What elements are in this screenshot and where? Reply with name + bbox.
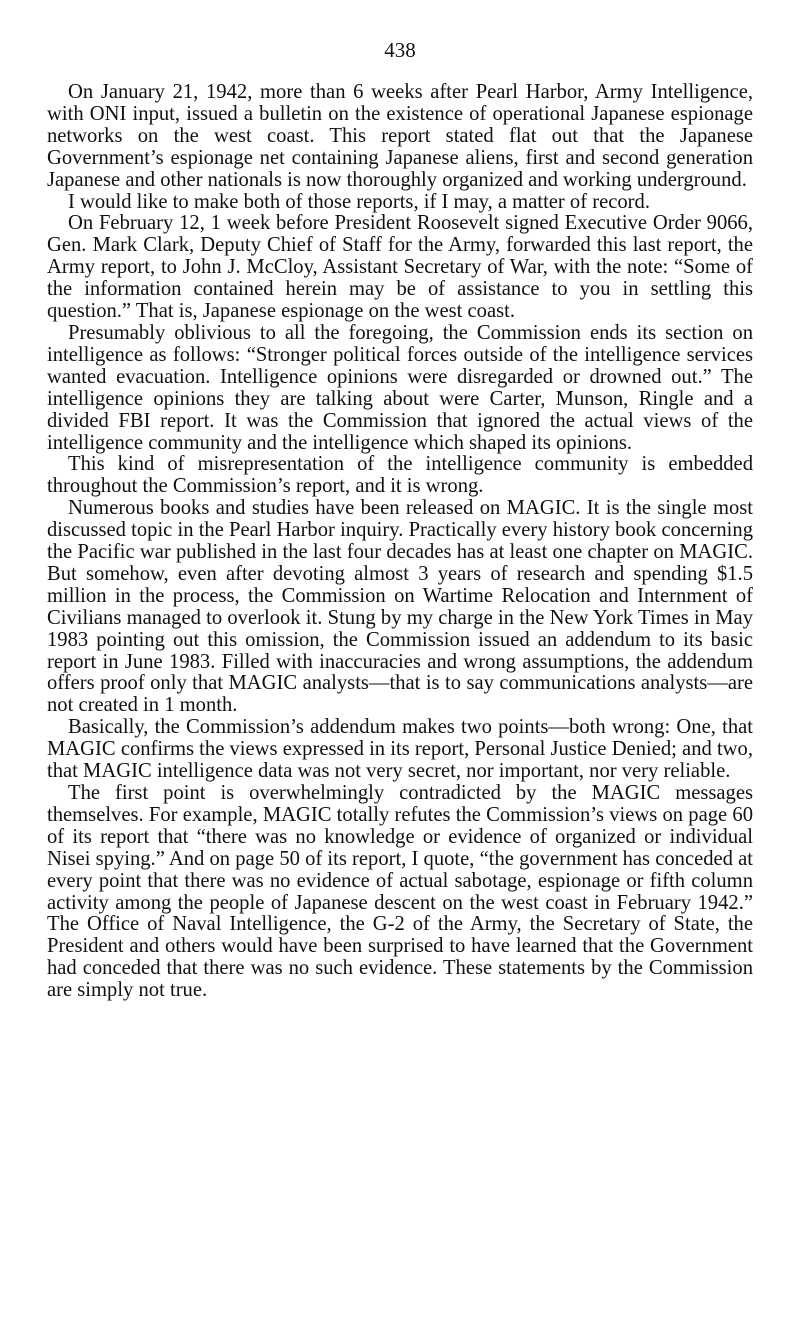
paragraph: Numerous books and studies have been released on MAGIC. It is the single most discussed topic in the Pearl Harbor inquiry. Practically every history book concerning the Pacific war published in the last four decades has at least one chapter on MAGIC. But somehow, even after devoting almost 3 years of research and spending $1.5 million in the process, the Commission on Wartime Relocation and Internment of Civilians managed to overlook it. Stung by my charge in the New York Times in May 1983 pointing out this omission, the Commission issued an addendum to its basic report in June 1983. Filled with inaccuracies and wrong assumptions, the addendum offers proof only that MAGIC analysts—that is to say communications analysts—are not created in 1 month. bbox=[47, 497, 753, 717]
paragraph: On January 21, 1942, more than 6 weeks after Pearl Harbor, Army Intelligence, with ONI input, issued a bulletin on the existence of operational Japanese espionage networks on the west coast. This report stated flat out that the Japanese Government’s espionage net containing Japanese aliens, first and second generation Japanese and other nationals is now thoroughly organized and working underground. bbox=[47, 81, 753, 191]
paragraph: Basically, the Commission’s addendum makes two points—both wrong: One, that MAGIC confirms the views expressed in its report, Personal Justice Denied; and two, that MAGIC intelligence data was not very secret, nor important, nor very reliable. bbox=[47, 716, 753, 783]
page-number: 438 bbox=[384, 38, 416, 62]
paragraph: I would like to make both of those reports, if I may, a matter of record. bbox=[68, 190, 650, 213]
body-text bbox=[47, 82, 753, 1002]
paragraph: This kind of misrepresentation of the intelligence community is embedded throughout the Commission’s report, and it is wrong. bbox=[47, 453, 753, 498]
paragraph: Presumably oblivious to all the foregoing, the Commission ends its section on intelligence as follows: “Stronger political forces outside of the intelligence services wanted evacuation. Intelligence opinions were disregarded or drowned out.” The intelligence opinions they are talking about were Carter, Munson, Ringle and a divided FBI report. It was the Commission that ignored the actual views of the intelligence community and the intelligence which shaped its opinions. bbox=[47, 321, 753, 454]
paragraph: The first point is overwhelmingly contradicted by the MAGIC messages themselves. For example, MAGIC totally refutes the Commission’s views on page 60 of its report that “there was no knowledge or evidence of organized or individual Nisei spying.” And on page 50 of its report, I quote, “the government has conceded at every point that there was no evidence of actual sabotage, espionage or fifth column activity among the people of Japanese descent on the west coast in February 1942.” The Office of Naval Intelligence, the G-2 of the Army, the Secretary of State, the President and others would have been surprised to have learned that the Government had conceded that there was no such evidence. These statements by the Commission are simply not true. bbox=[47, 782, 753, 1002]
paragraph: On February 12, 1 week before President Roosevelt signed Executive Order 9066, Gen. Mark Clark, Deputy Chief of Staff for the Army, forwarded this last report, the Army report, to John J. McCloy, Assistant Secretary of War, with the note: “Some of the information contained herein may be of assistance to you in settling this question.” That is, Japanese espionage on the west coast. bbox=[47, 212, 753, 323]
